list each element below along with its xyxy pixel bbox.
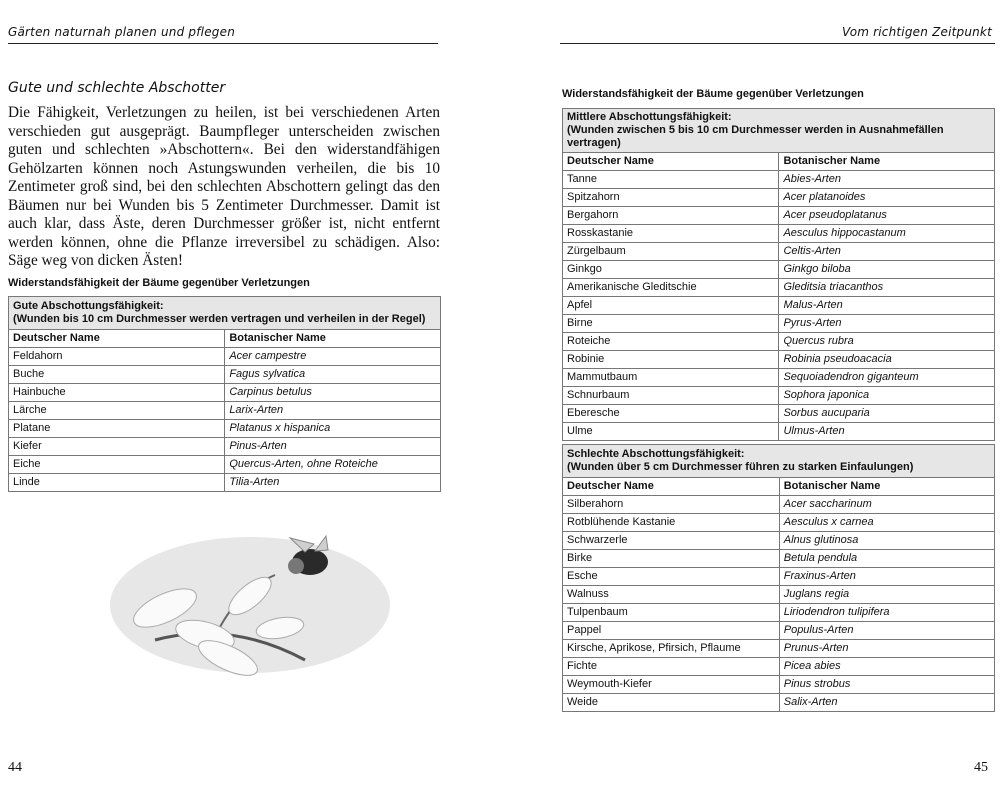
table-row: [563, 315, 995, 333]
table-column-header: [563, 478, 995, 496]
table-row: [563, 586, 995, 604]
table-row: [563, 243, 995, 261]
table-row: [563, 279, 995, 297]
willow-catkins-bee-illustration: [100, 530, 400, 680]
running-head: Gärten naturnah planen und pflegen: [8, 25, 235, 39]
german-name: Kirsche, Aprikose, Pfirsich, Pflaume: [563, 640, 780, 658]
table-row: [9, 402, 441, 420]
page-number: 45: [974, 760, 988, 775]
botanical-name: Pyrus-Arten: [779, 315, 995, 333]
botanical-name: Acer pseudoplatanus: [779, 207, 995, 225]
running-head: Vom richtigen Zeitpunkt: [841, 25, 992, 39]
botanical-name: Sorbus aucuparia: [779, 405, 995, 423]
german-name: Schnurbaum: [563, 387, 779, 405]
table-row: [563, 387, 995, 405]
botanical-name: Acer campestre: [225, 348, 441, 366]
left-page: [0, 0, 460, 800]
german-name: Tanne: [563, 171, 779, 189]
german-name: Hainbuche: [9, 384, 225, 402]
table-row: [563, 532, 995, 550]
column-header-botanical: Botanischer Name: [779, 478, 994, 496]
group-subtitle: (Wunden zwischen 5 bis 10 cm Durchmesser werden in Ausnahmefällen vertragen): [567, 124, 944, 149]
table-row: [563, 297, 995, 315]
botanical-name: Ginkgo biloba: [779, 261, 995, 279]
header-rule: [8, 43, 438, 44]
botanical-name: Celtis-Arten: [779, 243, 995, 261]
column-header-german: Deutscher Name: [563, 478, 780, 496]
poor-compartmentalization-table: [562, 444, 995, 712]
botanical-name: Ulmus-Arten: [779, 423, 995, 441]
botanical-name: Quercus-Arten, ohne Roteiche: [225, 456, 441, 474]
botanical-name: Aesculus x carnea: [779, 514, 994, 532]
german-name: Tulpenbaum: [563, 604, 780, 622]
german-name: Zürgelbaum: [563, 243, 779, 261]
botanical-name: Larix-Arten: [225, 402, 441, 420]
table-row: [9, 420, 441, 438]
german-name: Lärche: [9, 402, 225, 420]
german-name: Roteiche: [563, 333, 779, 351]
botanical-name: Tilia-Arten: [225, 474, 441, 492]
german-name: Eiche: [9, 456, 225, 474]
table-row: [563, 369, 995, 387]
german-name: Weide: [563, 694, 780, 712]
table-caption: Widerstandsfähigkeit der Bäume gegenüber Verletzungen: [562, 88, 864, 100]
botanical-name: Pinus-Arten: [225, 438, 441, 456]
table-row: [563, 207, 995, 225]
botanical-name: Picea abies: [779, 658, 994, 676]
german-name: Bergahorn: [563, 207, 779, 225]
group-title: Mittlere Abschottungsfähigkeit:: [567, 111, 732, 123]
table-row: [563, 658, 995, 676]
table-group-header: [563, 445, 995, 478]
group-title: Gute Abschottungsfähigkeit:: [13, 300, 164, 312]
botanical-name: Betula pendula: [779, 550, 994, 568]
table-row: [563, 514, 995, 532]
header-rule: [560, 43, 995, 44]
table-row: [563, 189, 995, 207]
medium-compartmentalization-table: [562, 108, 995, 441]
botanical-name: Prunus-Arten: [779, 640, 994, 658]
table-row: [9, 384, 441, 402]
german-name: Eberesche: [563, 405, 779, 423]
table-row: [563, 694, 995, 712]
botanical-name: Pinus strobus: [779, 676, 994, 694]
botanical-name: Robinia pseudoacacia: [779, 351, 995, 369]
german-name: Walnuss: [563, 586, 780, 604]
table-row: [9, 474, 441, 492]
table-row: [563, 351, 995, 369]
table-column-header: [9, 330, 441, 348]
table-row: [563, 550, 995, 568]
right-page: [540, 0, 1000, 800]
german-name: Ginkgo: [563, 261, 779, 279]
german-name: Spitzahorn: [563, 189, 779, 207]
german-name: Esche: [563, 568, 780, 586]
table-caption: Widerstandsfähigkeit der Bäume gegenüber Verletzungen: [8, 277, 310, 289]
table-row: [9, 348, 441, 366]
german-name: Rotblühende Kastanie: [563, 514, 780, 532]
table-row: [563, 423, 995, 441]
table-row: [9, 438, 441, 456]
german-name: Birke: [563, 550, 780, 568]
table-row: [563, 333, 995, 351]
table-row: [563, 261, 995, 279]
german-name: Schwarzerle: [563, 532, 780, 550]
botanical-name: Quercus rubra: [779, 333, 995, 351]
botanical-name: Juglans regia: [779, 586, 994, 604]
table-row: [563, 604, 995, 622]
group-subtitle: (Wunden bis 10 cm Durchmesser werden vertragen und verheilen in der Regel): [13, 313, 426, 325]
column-header-botanical: Botanischer Name: [779, 153, 995, 171]
botanical-name: Platanus x hispanica: [225, 420, 441, 438]
table-row: [563, 568, 995, 586]
column-header-german: Deutscher Name: [563, 153, 779, 171]
page-number: 44: [8, 760, 22, 775]
group-title: Schlechte Abschottungsfähigkeit:: [567, 448, 745, 460]
german-name: Feldahorn: [9, 348, 225, 366]
table-column-header: [563, 153, 995, 171]
table-row: [563, 676, 995, 694]
german-name: Buche: [9, 366, 225, 384]
body-paragraph: Die Fähigkeit, Verletzungen zu heilen, ist bei verschiedenen Arten verschieden gut ausgeprägt. Baumpfleger unterscheiden zwischen guten und schlechten »Abschottern«. Bei den widerstandfähigen Gehölzarten können noch Astungswunden verheilen, die bis 10 Zentimeter groß sind, bei den schlechten Abschottern gelingt das den Bäumen nur bei Wunden bis 5 Zentimeter Durchmesser. Damit ist auch klar, dass Äste, deren Durchmesser größer ist, nicht entfernt werden können, ohne die Pflanze irreversibel zu schädigen. Also: Säge weg von dicken Ästen!: [8, 104, 440, 269]
german-name: Pappel: [563, 622, 780, 640]
botanical-name: Fraxinus-Arten: [779, 568, 994, 586]
table-row: [563, 405, 995, 423]
botanical-name: Carpinus betulus: [225, 384, 441, 402]
table-row: [9, 366, 441, 384]
botanical-name: Gleditsia triacanthos: [779, 279, 995, 297]
botanical-name: Alnus glutinosa: [779, 532, 994, 550]
german-name: Kiefer: [9, 438, 225, 456]
german-name: Amerikanische Gleditschie: [563, 279, 779, 297]
good-compartmentalization-table: [8, 296, 441, 492]
botanical-name: Sophora japonica: [779, 387, 995, 405]
german-name: Mammutbaum: [563, 369, 779, 387]
table-row: [563, 171, 995, 189]
table-row: [563, 225, 995, 243]
table-group-header: [563, 109, 995, 153]
german-name: Platane: [9, 420, 225, 438]
botanical-name: Acer saccharinum: [779, 496, 994, 514]
botanical-name: Sequoiadendron giganteum: [779, 369, 995, 387]
section-title: Gute und schlechte Abschotter: [8, 80, 226, 96]
botanical-name: Fagus sylvatica: [225, 366, 441, 384]
german-name: Birne: [563, 315, 779, 333]
table-group-header: [9, 297, 441, 330]
group-subtitle: (Wunden über 5 cm Durchmesser führen zu starken Einfaulungen): [567, 461, 914, 473]
botanical-name: Abies-Arten: [779, 171, 995, 189]
botanical-name: Acer platanoides: [779, 189, 995, 207]
table-row: [9, 456, 441, 474]
german-name: Ulme: [563, 423, 779, 441]
botanical-name: Liriodendron tulipifera: [779, 604, 994, 622]
german-name: Apfel: [563, 297, 779, 315]
table-row: [563, 640, 995, 658]
botanical-name: Malus-Arten: [779, 297, 995, 315]
table-row: [563, 622, 995, 640]
german-name: Fichte: [563, 658, 780, 676]
column-header-botanical: Botanischer Name: [225, 330, 441, 348]
column-header-german: Deutscher Name: [9, 330, 225, 348]
german-name: Linde: [9, 474, 225, 492]
table-row: [563, 496, 995, 514]
german-name: Robinie: [563, 351, 779, 369]
german-name: Weymouth-Kiefer: [563, 676, 780, 694]
german-name: Rosskastanie: [563, 225, 779, 243]
botanical-name: Aesculus hippocastanum: [779, 225, 995, 243]
botanical-name: Salix-Arten: [779, 694, 994, 712]
german-name: Silberahorn: [563, 496, 780, 514]
botanical-name: Populus-Arten: [779, 622, 994, 640]
